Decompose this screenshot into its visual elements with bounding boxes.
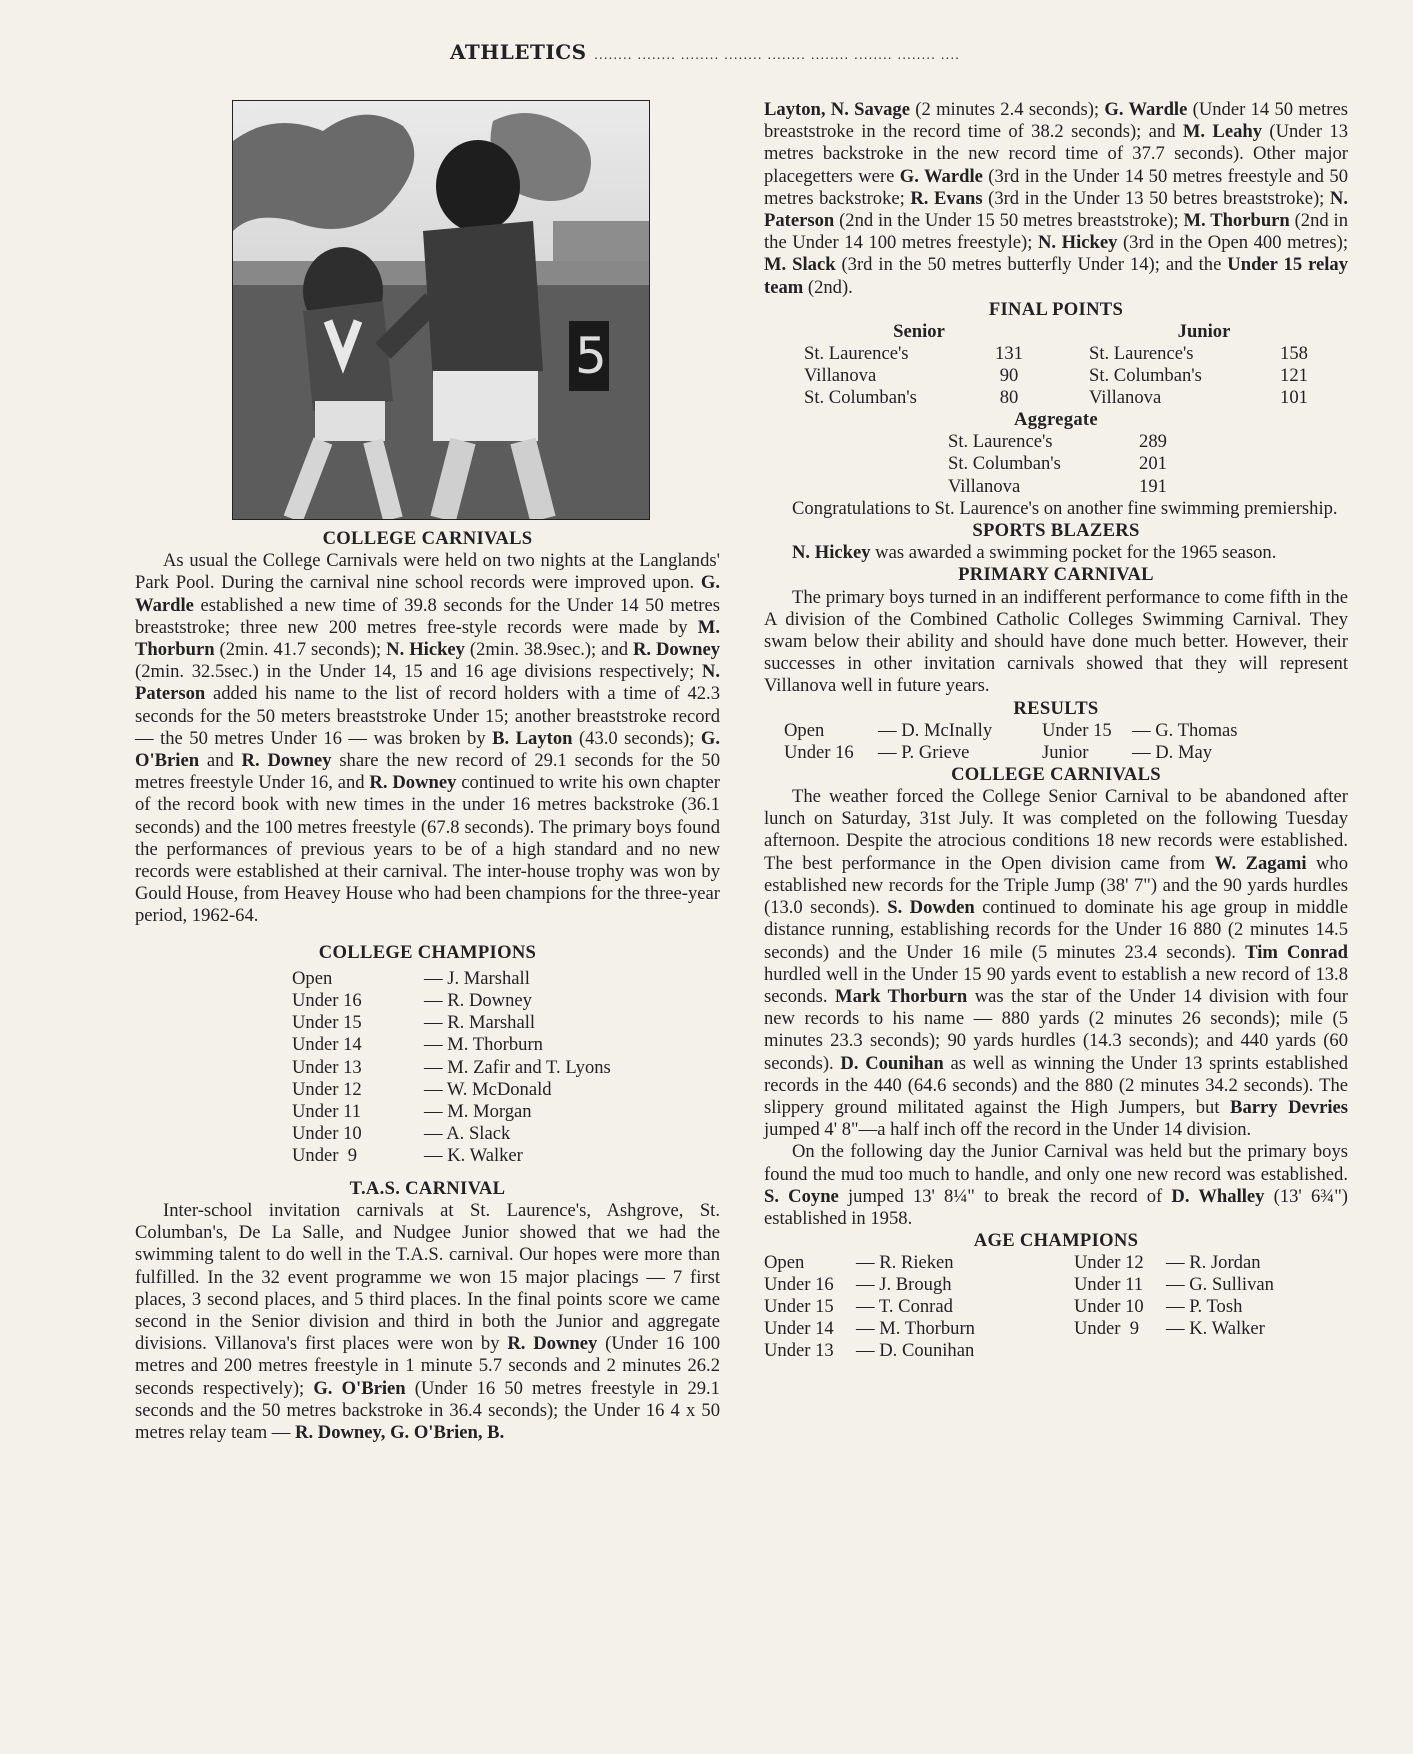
age-category: Under 15 bbox=[764, 1296, 834, 1318]
bold-name: R. Evans bbox=[910, 187, 983, 209]
champion-name: — M. Zafir and T. Lyons bbox=[424, 1056, 611, 1078]
text-run: The weather forced the College Senior Carnival to be abandoned after lunch on Saturday, 31st July. It was completed on the following Tuesday afternoon. Despite the atrocious conditions 18 new records were established. The best performance in the Open division came from bbox=[764, 786, 1348, 874]
result-row bbox=[784, 742, 1238, 764]
primary-carnival-paragraph: The primary boys turned in an indifferent performance to come fifth in the A division of the Combined Catholic Colleges Swimming Carnival. They swam below their ability and should have done much better. However, their successes in other invitation carnivals showed that they will represent Villanova well in future years. bbox=[764, 586, 1348, 697]
text-run: (3rd in the Under 13 50 betres breaststroke); bbox=[982, 187, 1330, 209]
champion-name: — W. McDonald bbox=[424, 1078, 552, 1100]
champion-row bbox=[292, 1145, 611, 1167]
result-name: — D. May bbox=[1132, 741, 1213, 763]
champion-name: — J. Marshall bbox=[424, 967, 530, 989]
age-champion-row bbox=[764, 1252, 1274, 1274]
aggregate-row bbox=[948, 431, 1178, 453]
points-row bbox=[804, 387, 1319, 409]
bold-name: G. Wardle bbox=[899, 165, 983, 187]
text-run: continued to write his own chapter of the record book with new times in the under 16 metres backstroke (36.1 seconds) and the 100 metres freestyle (67.8 seconds). The primary boys found the performances of previous years to be of a high standard and no new records were established at their carnival. The inter-house trophy was won by Gould House, from Heavey House who had been champions for the three-year period, 1962-64. bbox=[135, 772, 720, 927]
bold-name: Under 15 relay team bbox=[764, 254, 1348, 298]
bold-name: M. Leahy bbox=[1182, 121, 1263, 143]
bold-name: M. Thorburn bbox=[135, 616, 720, 661]
age-champion-name: — J. Brough bbox=[856, 1274, 952, 1296]
text-run: (2nd). bbox=[803, 276, 853, 298]
section-title-primary-carnival: PRIMARY CARNIVAL bbox=[958, 564, 1154, 586]
bold-name: G. O'Brien bbox=[313, 1377, 406, 1399]
relay-photo bbox=[232, 100, 650, 520]
age-champion-name: — M. Thorburn bbox=[856, 1318, 975, 1340]
age-category: Under 12 bbox=[1074, 1252, 1144, 1274]
text-run: (Under 16 100 metres and 200 metres freestyle in 1 minute 5.7 seconds and 2 minutes 26.2 seconds respectively); bbox=[135, 1333, 720, 1399]
champion-row bbox=[292, 1101, 611, 1123]
bold-name: N. Hickey bbox=[792, 542, 871, 564]
text-run: (2min. 38.9sec.); and bbox=[464, 639, 633, 661]
congratulations-paragraph: Congratulations to St. Laurence's on another fine swimming premiership. bbox=[792, 497, 1338, 519]
text-run: was awarded a swimming pocket for the 1965 season. bbox=[870, 542, 1277, 564]
champion-name: — R. Downey bbox=[424, 990, 532, 1012]
result-category: Open bbox=[784, 719, 825, 741]
bold-name: D. Whalley bbox=[1171, 1185, 1265, 1207]
text-run: (3rd in the Open 400 metres); bbox=[1117, 232, 1349, 254]
text-run: jumped 13' 8¼" to break the record of bbox=[838, 1185, 1172, 1207]
junior-heading: Junior bbox=[1177, 321, 1231, 343]
age-champion-row bbox=[764, 1340, 1274, 1362]
page-header bbox=[450, 40, 1050, 64]
text-run: established a new time of 39.8 seconds for the Under 14 50 metres breaststroke; three new 200 metres free-style records were made by bbox=[135, 594, 720, 638]
age-category bbox=[1074, 1340, 1166, 1362]
age-champion-row bbox=[764, 1296, 1274, 1318]
champion-category: Open bbox=[292, 967, 333, 989]
text-run: was the star of the Under 14 division with four new records to his name — 880 yards (2 minutes 26 seconds); mile (5 minutes 23.3 seconds); 90 yards hurdles (14.3 seconds); and 440 yards (60 seconds). bbox=[764, 985, 1348, 1074]
college-carnivals-athletics-paragraph bbox=[764, 786, 1348, 1141]
age-category: Under 11 bbox=[1074, 1274, 1144, 1296]
age-champion-name: — R. Rieken bbox=[856, 1252, 954, 1274]
bold-name: Tim Conrad bbox=[1245, 941, 1348, 963]
section-title-college-carnivals: COLLEGE CARNIVALS bbox=[322, 528, 533, 549]
champion-row bbox=[292, 990, 611, 1012]
bold-name: R. Downey, G. O'Brien, B. bbox=[295, 1421, 505, 1443]
senior-school: St. Laurence's bbox=[804, 343, 909, 365]
champion-name: — R. Marshall bbox=[424, 1012, 536, 1034]
text-run: Inter-school invitation carnivals at St. Laurence's, Ashgrove, St. Columban's, De La Salle, and Nudgee Junior showed that we had the swimming talent to do well in the T.A.S. carnival. Our hopes were more than fulfilled. In the 32 event programme we won 15 major placings — 7 first places, 3 second places, and 5 third places. In the final points score we came second in the Senior division and third in both the Junior and aggregate divisions. Villanova's first places were won by bbox=[135, 1199, 720, 1355]
text-run: (2nd in the Under 14 100 metres freestyle); bbox=[764, 210, 1348, 254]
tas-carnival-paragraph bbox=[135, 1200, 720, 1444]
text-run: As usual the College Carnivals were held on two nights at the Langlands' Park Pool. During the carnival nine school records were improved upon. bbox=[135, 550, 720, 594]
college-champions-table bbox=[292, 968, 611, 1168]
result-name: — G. Thomas bbox=[1132, 719, 1238, 741]
section-title-final-points: FINAL POINTS bbox=[988, 298, 1124, 320]
section-title-sports-blazers: SPORTS BLAZERS bbox=[972, 520, 1140, 542]
champion-category: Under 16 bbox=[292, 990, 362, 1012]
section-title-college-carnivals-athletics: COLLEGE CARNIVALS bbox=[951, 763, 1161, 785]
champion-row bbox=[292, 1123, 611, 1145]
text-run: On the following day the Junior Carnival was held but the primary boys found the mud too much to handle, and only one new record was established. bbox=[764, 1141, 1348, 1185]
bold-name: Mark Thorburn bbox=[835, 985, 968, 1007]
bold-name: N. Paterson bbox=[135, 661, 720, 705]
header-title: ATHLETICS bbox=[450, 40, 587, 64]
aggregate-school: Villanova bbox=[948, 475, 1021, 497]
champion-name: — A. Slack bbox=[424, 1123, 511, 1145]
champion-row bbox=[292, 968, 611, 990]
bold-name: B. Layton bbox=[492, 727, 573, 749]
left-column bbox=[135, 100, 720, 1444]
text-run: jumped 4' 8"—a half inch off the record in the Under 14 division. bbox=[764, 1119, 1252, 1141]
champion-row bbox=[292, 1057, 611, 1079]
junior-school: St. Laurence's bbox=[1089, 343, 1194, 365]
section-title-results: RESULTS bbox=[1013, 697, 1099, 719]
aggregate-points: 191 bbox=[1139, 475, 1167, 497]
bold-name: W. Zagami bbox=[1214, 852, 1307, 874]
points-row bbox=[804, 365, 1319, 387]
bold-name: N. Hickey bbox=[386, 639, 465, 661]
champion-row bbox=[292, 1012, 611, 1034]
section-title-college-champions: COLLEGE CHAMPIONS bbox=[318, 941, 537, 963]
results-table bbox=[784, 720, 1238, 764]
age-category: Under 14 bbox=[764, 1318, 834, 1340]
champion-name: — M. Morgan bbox=[424, 1101, 532, 1123]
final-points-table bbox=[804, 321, 1319, 409]
bold-name: G. Wardle bbox=[135, 572, 720, 616]
result-category: Under 16 bbox=[784, 741, 854, 763]
text-run: added his name to the list of record holders with a time of 42.3 seconds for the 50 meters breaststroke Under 15; another breaststroke record — the 50 metres Under 16 — was broken by bbox=[135, 683, 720, 749]
bold-name: G. O'Brien bbox=[135, 727, 721, 772]
age-champion-name bbox=[1166, 1340, 1274, 1362]
champion-category: Under 11 bbox=[292, 1101, 362, 1123]
college-carnivals-paragraph bbox=[135, 550, 720, 927]
text-run: and bbox=[199, 750, 242, 772]
text-run: (2 minutes 2.4 seconds); bbox=[909, 99, 1105, 120]
champion-row bbox=[292, 1034, 611, 1056]
champion-category: Under 10 bbox=[292, 1123, 362, 1145]
junior-points: 121 bbox=[1280, 365, 1308, 387]
text-run: (Under 14 50 metres breaststroke in the record time of 38.2 seconds); and bbox=[764, 99, 1348, 143]
age-champion-name: — T. Conrad bbox=[856, 1296, 953, 1318]
text-run: (3rd in the 50 metres butterfly Under 14); and the bbox=[835, 254, 1228, 276]
text-run: share the new record of 29.1 seconds for the 50 metres freestyle Under 16, and bbox=[135, 750, 720, 794]
aggregate-points: 201 bbox=[1139, 453, 1167, 475]
aggregate-points: 289 bbox=[1139, 431, 1167, 453]
bold-name: R. Downey bbox=[241, 750, 332, 772]
bold-name: G. Wardle bbox=[1104, 99, 1188, 120]
junior-points: 101 bbox=[1280, 387, 1308, 409]
bold-name: S. Coyne bbox=[764, 1185, 839, 1207]
bold-name: R. Downey bbox=[632, 639, 720, 661]
bold-name: M. Thorburn bbox=[1183, 210, 1290, 232]
age-category: Open bbox=[764, 1252, 805, 1274]
age-champions-table bbox=[764, 1252, 1274, 1362]
senior-school: St. Columban's bbox=[804, 387, 917, 409]
result-name: — P. Grieve bbox=[878, 741, 970, 763]
champion-category: Under 12 bbox=[292, 1078, 362, 1100]
aggregate-heading: Aggregate bbox=[1014, 409, 1098, 431]
text-run: who established new records for the Triple Jump (38' 7") and the 90 yards hurdles (13.0 seconds). bbox=[764, 852, 1349, 919]
result-row bbox=[784, 720, 1238, 742]
text-run: (Under 13 metres backstroke in the new record time of 37.7 seconds). Other major placegetters were bbox=[764, 121, 1348, 187]
senior-heading: Senior bbox=[893, 321, 945, 343]
result-name: — D. McInally bbox=[878, 719, 993, 741]
champion-category: Under 9 bbox=[292, 1145, 358, 1167]
section-title-age-champions: AGE CHAMPIONS bbox=[973, 1230, 1139, 1252]
header-dots: ........ ........ ........ ........ ........ ........ ........ ........ .... bbox=[594, 48, 960, 62]
sports-blazers-paragraph bbox=[764, 542, 1348, 564]
aggregate-table bbox=[948, 431, 1178, 498]
aggregate-school: St. Laurence's bbox=[948, 431, 1053, 453]
champion-name: — M. Thorburn bbox=[424, 1034, 543, 1056]
bold-name: R. Downey bbox=[507, 1333, 598, 1355]
result-category: Junior bbox=[1042, 741, 1089, 763]
champion-category: Under 14 bbox=[292, 1034, 362, 1056]
aggregate-row bbox=[948, 476, 1178, 498]
champion-name: — K. Walker bbox=[424, 1145, 523, 1167]
text-run: (3rd in the Under 14 50 metres freestyle and 50 metres backstroke; bbox=[764, 165, 1348, 209]
age-champion-row bbox=[764, 1318, 1274, 1340]
junior-school: Villanova bbox=[1089, 387, 1162, 409]
senior-points: 131 bbox=[995, 343, 1023, 365]
text-run: (43.0 seconds); bbox=[572, 727, 701, 749]
senior-points: 90 bbox=[999, 365, 1019, 387]
text-run: (2nd in the Under 15 50 metres breaststroke); bbox=[834, 210, 1184, 232]
champion-row bbox=[292, 1079, 611, 1101]
junior-school: St. Columban's bbox=[1089, 365, 1202, 387]
age-champion-name: — R. Jordan bbox=[1166, 1252, 1261, 1274]
age-category: Under 13 bbox=[764, 1340, 834, 1362]
senior-school: Villanova bbox=[804, 365, 877, 387]
age-category: Under 16 bbox=[764, 1274, 834, 1296]
bold-name: R. Downey bbox=[369, 772, 457, 794]
age-category: Under 9 bbox=[1074, 1318, 1140, 1340]
bold-name: N. Hickey bbox=[1037, 232, 1118, 254]
age-category: Under 10 bbox=[1074, 1296, 1144, 1318]
tas-continued-paragraph bbox=[764, 99, 1348, 299]
text-run: (2min. 32.5sec.) in the Under 14, 15 and 16 age divisions respectively; bbox=[135, 661, 702, 683]
age-champion-name: — P. Tosh bbox=[1166, 1296, 1243, 1318]
bold-name: Layton, N. Savage bbox=[764, 99, 910, 120]
result-category: Under 15 bbox=[1042, 719, 1112, 741]
age-champion-name: — G. Sullivan bbox=[1166, 1274, 1274, 1296]
points-row bbox=[804, 343, 1319, 365]
bold-name: N. Paterson bbox=[764, 187, 1348, 232]
senior-points: 80 bbox=[999, 387, 1019, 409]
age-champion-name: — D. Counihan bbox=[856, 1340, 975, 1362]
bold-name: Barry Devries bbox=[1230, 1096, 1348, 1118]
bold-name: S. Dowden bbox=[887, 897, 975, 919]
aggregate-school: St. Columban's bbox=[948, 453, 1061, 475]
text-run: (13' 6¾") established in 1958. bbox=[764, 1185, 1348, 1229]
text-run: continued to dominate his age group in middle distance running, establishing records for the Under 16 880 (2 minutes 14.5 seconds) and the Under 16 mile (5 minutes 23.4 seconds). bbox=[764, 897, 1348, 963]
text-run: hurdled well in the Under 15 90 yards event to establish a new record of 13.8 seconds. bbox=[764, 963, 1348, 1007]
right-column bbox=[764, 99, 1348, 1362]
svg-text:5: 5 bbox=[575, 327, 607, 385]
junior-carnival-paragraph bbox=[764, 1141, 1348, 1230]
section-title-tas-carnival: T.A.S. CARNIVAL bbox=[349, 1177, 506, 1199]
age-champion-row bbox=[764, 1274, 1274, 1296]
bold-name: M. Slack bbox=[764, 254, 836, 276]
junior-points: 158 bbox=[1280, 343, 1308, 365]
text-run: as well as winning the Under 13 sprints established records in the 440 (64.6 seconds) and the 880 (2 minutes 34.2 seconds). The slippery ground militated against the High Jumpers, but bbox=[764, 1052, 1349, 1118]
champion-category: Under 15 bbox=[292, 1012, 362, 1034]
text-run: (2min. 41.7 seconds); bbox=[214, 639, 387, 661]
text-run: (Under 16 50 metres freestyle in 29.1 seconds and the 50 metres backstroke in 36.4 seconds); the Under 16 4 x 50 metres relay team — bbox=[135, 1377, 720, 1443]
age-champion-name: — K. Walker bbox=[1166, 1318, 1265, 1340]
aggregate-row bbox=[948, 453, 1178, 475]
bold-name: D. Counihan bbox=[840, 1052, 944, 1074]
champion-category: Under 13 bbox=[292, 1056, 362, 1078]
